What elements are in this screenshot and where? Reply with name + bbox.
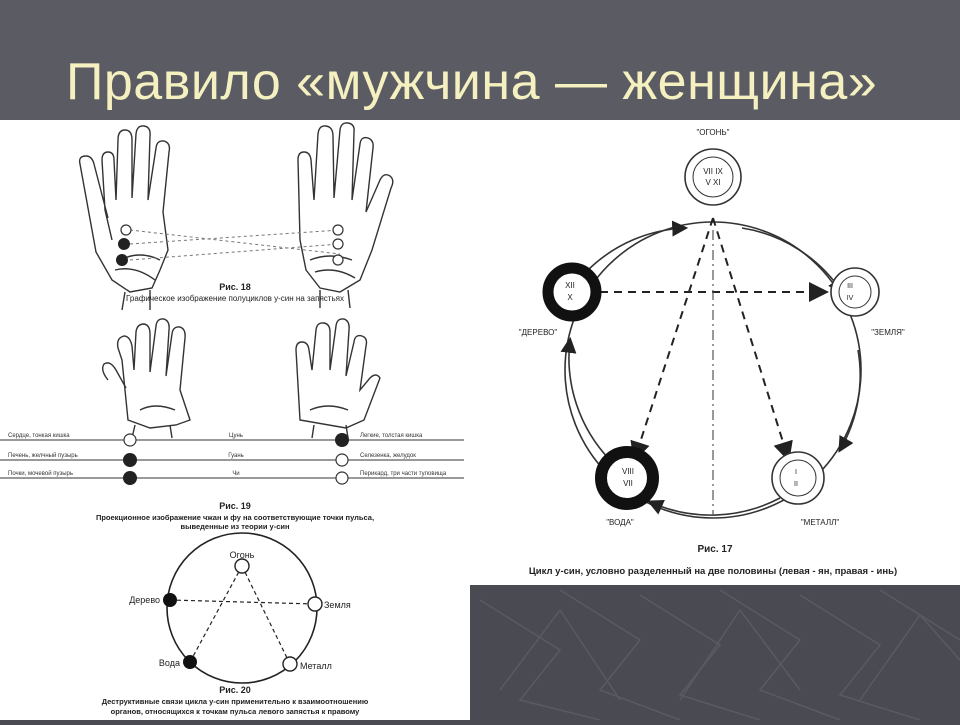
fig20-node-wood: Дерево [129,595,160,605]
fig18-pulse-points [116,225,343,266]
fig17-node-water [601,452,653,504]
fig17-metal-label: "МЕТАЛЛ" [800,518,840,527]
fig19-left-hand [103,319,190,438]
fig20-node-metal: Металл [300,661,332,671]
fig19-row1-left-label: Сердце, тонкая кишка [8,433,70,439]
fig17-metal-numerals-top: I [795,469,797,476]
fig19-row3-right-label: Перикард, три части туловища [360,471,447,477]
fig17-earth-label: "ЗЕМЛЯ" [871,328,905,337]
slide-title: Правило «мужчина — женщина» [66,53,878,111]
fig19-pulse-lines [0,433,464,485]
fig17-svg [470,120,960,585]
fig17-subtitle: Цикл у-син, условно разделенный на две половины (левая - ян, правая - инь) [528,566,898,577]
fig19-row1-mid-label: Цунь [229,433,243,439]
fig18-subtitle: Графическое изображение полуциклов у-син на запястьях [126,294,344,303]
left-figures-svg [0,120,470,720]
fig17-wood-numerals-top: XII [565,281,575,290]
fig19-subtitle-line2: выведенные из теории у-син [180,522,290,531]
fig18-left-hand [80,126,170,310]
fig20-node-water: Вода [158,658,180,668]
fig19-row2-right-label: Селезенка, желудок [360,453,416,459]
fig17-fire-numerals-bottom: V XI [705,178,721,187]
fig17-node-fire [685,149,741,205]
fig17-caption: Рис. 17 [697,544,733,555]
fig20-node-fire: Огонь [229,550,255,560]
fig17-fire-label: "ОГОНЬ" [696,128,730,137]
fig19-row3-left-label: Почки, мочевой пузырь [8,471,73,477]
fig20-subtitle-line2: органов, относящихся к точкам пульса левого запястья к правому [110,707,360,716]
fig17-water-label: "ВОДА" [606,518,634,527]
fig17-earth-numerals-bottom: IV [846,295,854,302]
fig20-node-earth: Земля [324,600,351,610]
fig19-subtitle-line1: Проекционное изображение чжан и фу на соответствующие точки пульса, [95,513,375,522]
fig17-node-metal [772,452,824,504]
fig18-right-hand [298,123,393,308]
fig19-row2-left-label: Печень, желчный пузырь [8,453,78,459]
fig19-row1-right-label: Легкие, толстая кишка [360,433,423,439]
fig17-fire-numerals-top: VII IX [703,167,723,176]
fig17-metal-numerals-bottom: II [794,481,798,488]
fig17-water-numerals-bottom: VII [623,479,633,488]
title-bar [0,0,960,120]
right-figure-panel [470,120,960,585]
fig17-earth-numerals-top: III [847,283,853,290]
fig20-subtitle-line1: Деструктивные связи цикла у-син применительно к взаимоотношению [101,697,369,706]
fig19-right-hand [296,319,380,438]
fig17-wood-label: "ДЕРЕВО" [518,328,558,337]
fig17-node-earth [831,268,879,316]
fig17-wood-numerals-bottom: X [567,293,573,302]
fig17-node-wood [548,268,596,316]
fig18-caption: Рис. 18 [219,282,251,292]
fig19-caption: Рис. 19 [219,501,251,511]
left-figures-panel [0,120,470,720]
fig20-caption: Рис. 20 [219,685,251,695]
fig19-row2-mid-label: Гуань [228,453,244,459]
fig17-water-numerals-top: VIII [621,467,635,476]
fig19-row3-mid-label: Чи [232,471,240,477]
